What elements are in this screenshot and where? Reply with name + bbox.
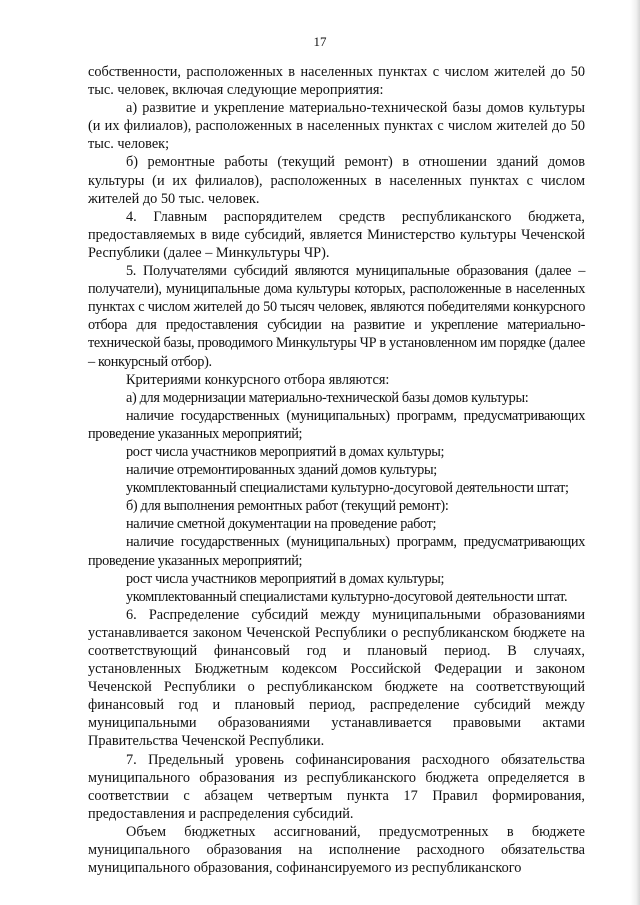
paragraph-criteria-heading: Критериями конкурсного отбора являются: — [126, 371, 390, 388]
paragraph-continuation: собственности, расположенных в населенных пунктах с числом жителей до 50 тыс. человек, включая следующие мероприятия: — [88, 64, 585, 99]
paragraph-point-4: 4. Главным распорядителем средств республиканского бюджета, предоставляемых в виде субсидий, является Министерство культуры Чеченской Республики (далее – Минкультуры ЧР). — [88, 208, 585, 261]
paragraph-point-6: 6. Распределение субсидий между муниципальными образованиями устанавливается законом Чеченской Республики о республиканском бюджете на соответствующий финансовый год и плановый период. В случаях, установленных Бюджетным кодексом Российской Федерации и законом Чеченской Республики о республиканском бюджете на соответствующий финансовый год и плановый период, распределение субсидий между муниципальными образованиями устанавливается правовыми актами Правительства Чеченской Республики. — [88, 606, 585, 750]
paragraph-criterion-participants: рост числа участников мероприятий в домах культуры; — [126, 443, 445, 460]
page-number: 17 — [313, 34, 327, 49]
paragraph-criterion-participants-b: рост числа участников мероприятий в домах культуры; — [126, 570, 445, 587]
paragraph-criteria-b: б) для выполнения ремонтных работ (текущий ремонт): — [126, 498, 449, 515]
paragraph-criterion-estimates: наличие сметной документации на проведение работ; — [126, 516, 437, 533]
paragraph-point-7: 7. Предельный уровень софинансирования расходного обязательства муниципального образования из республиканского бюджета определяется в соответствии с абзацем четвертым пункта 17 Правил формирования, предоставления и распределения субсидий. — [88, 751, 585, 822]
paragraph-criteria-a: а) для модернизации материально-технической базы домов культуры: — [126, 389, 529, 406]
paragraph-criterion-programs-b: наличие государственных (муниципальных) программ, предусматривающих проведение указанных мероприятий; — [88, 534, 585, 569]
paragraph-criterion-programs: наличие государственных (муниципальных) программ, предусматривающих проведение указанных мероприятий; — [88, 407, 585, 442]
paragraph-item-a: а) развитие и укрепление материально-технической базы домов культуры (и их филиалов), расположенных в населенных пунктах с числом жителей до 50 тыс. человек; — [88, 100, 585, 153]
paragraph-criterion-staff-b: укомплектованный специалистами культурно-досуговой деятельности штат. — [126, 588, 568, 605]
paragraph-item-b: б) ремонтные работы (текущий ремонт) в отношении зданий домов культуры (и их филиалов), расположенных в населенных пунктах с числом жителей до 50 тыс. человек. — [88, 154, 585, 207]
paragraph-criterion-staff: укомплектованный специалистами культурно-досуговой деятельности штат; — [126, 480, 569, 497]
paragraph-point-5: 5. Получателями субсидий являются муниципальные образования (далее – получатели), муниципальные дома культуры которых, расположенные в населенных пунктах с числом жителей до 50 тысяч человек, являются победителями конкурсного отбора для предоставления субсидии на развитие и укрепление материально-технической базы, проводимого Минкультуры ЧР в установленном им порядке (далее – конкурсный отбор). — [88, 263, 585, 370]
paragraph-criterion-renovated: наличие отремонтированных зданий домов культуры; — [126, 462, 437, 479]
scan-edge-shadow — [630, 0, 640, 905]
paragraph-budget-volume: Объем бюджетных ассигнований, предусмотренных в бюджете муниципального образования на исполнение расходного обязательства муниципального образования, софинансируемого из республиканского — [88, 823, 585, 877]
document-body — [88, 63, 585, 877]
